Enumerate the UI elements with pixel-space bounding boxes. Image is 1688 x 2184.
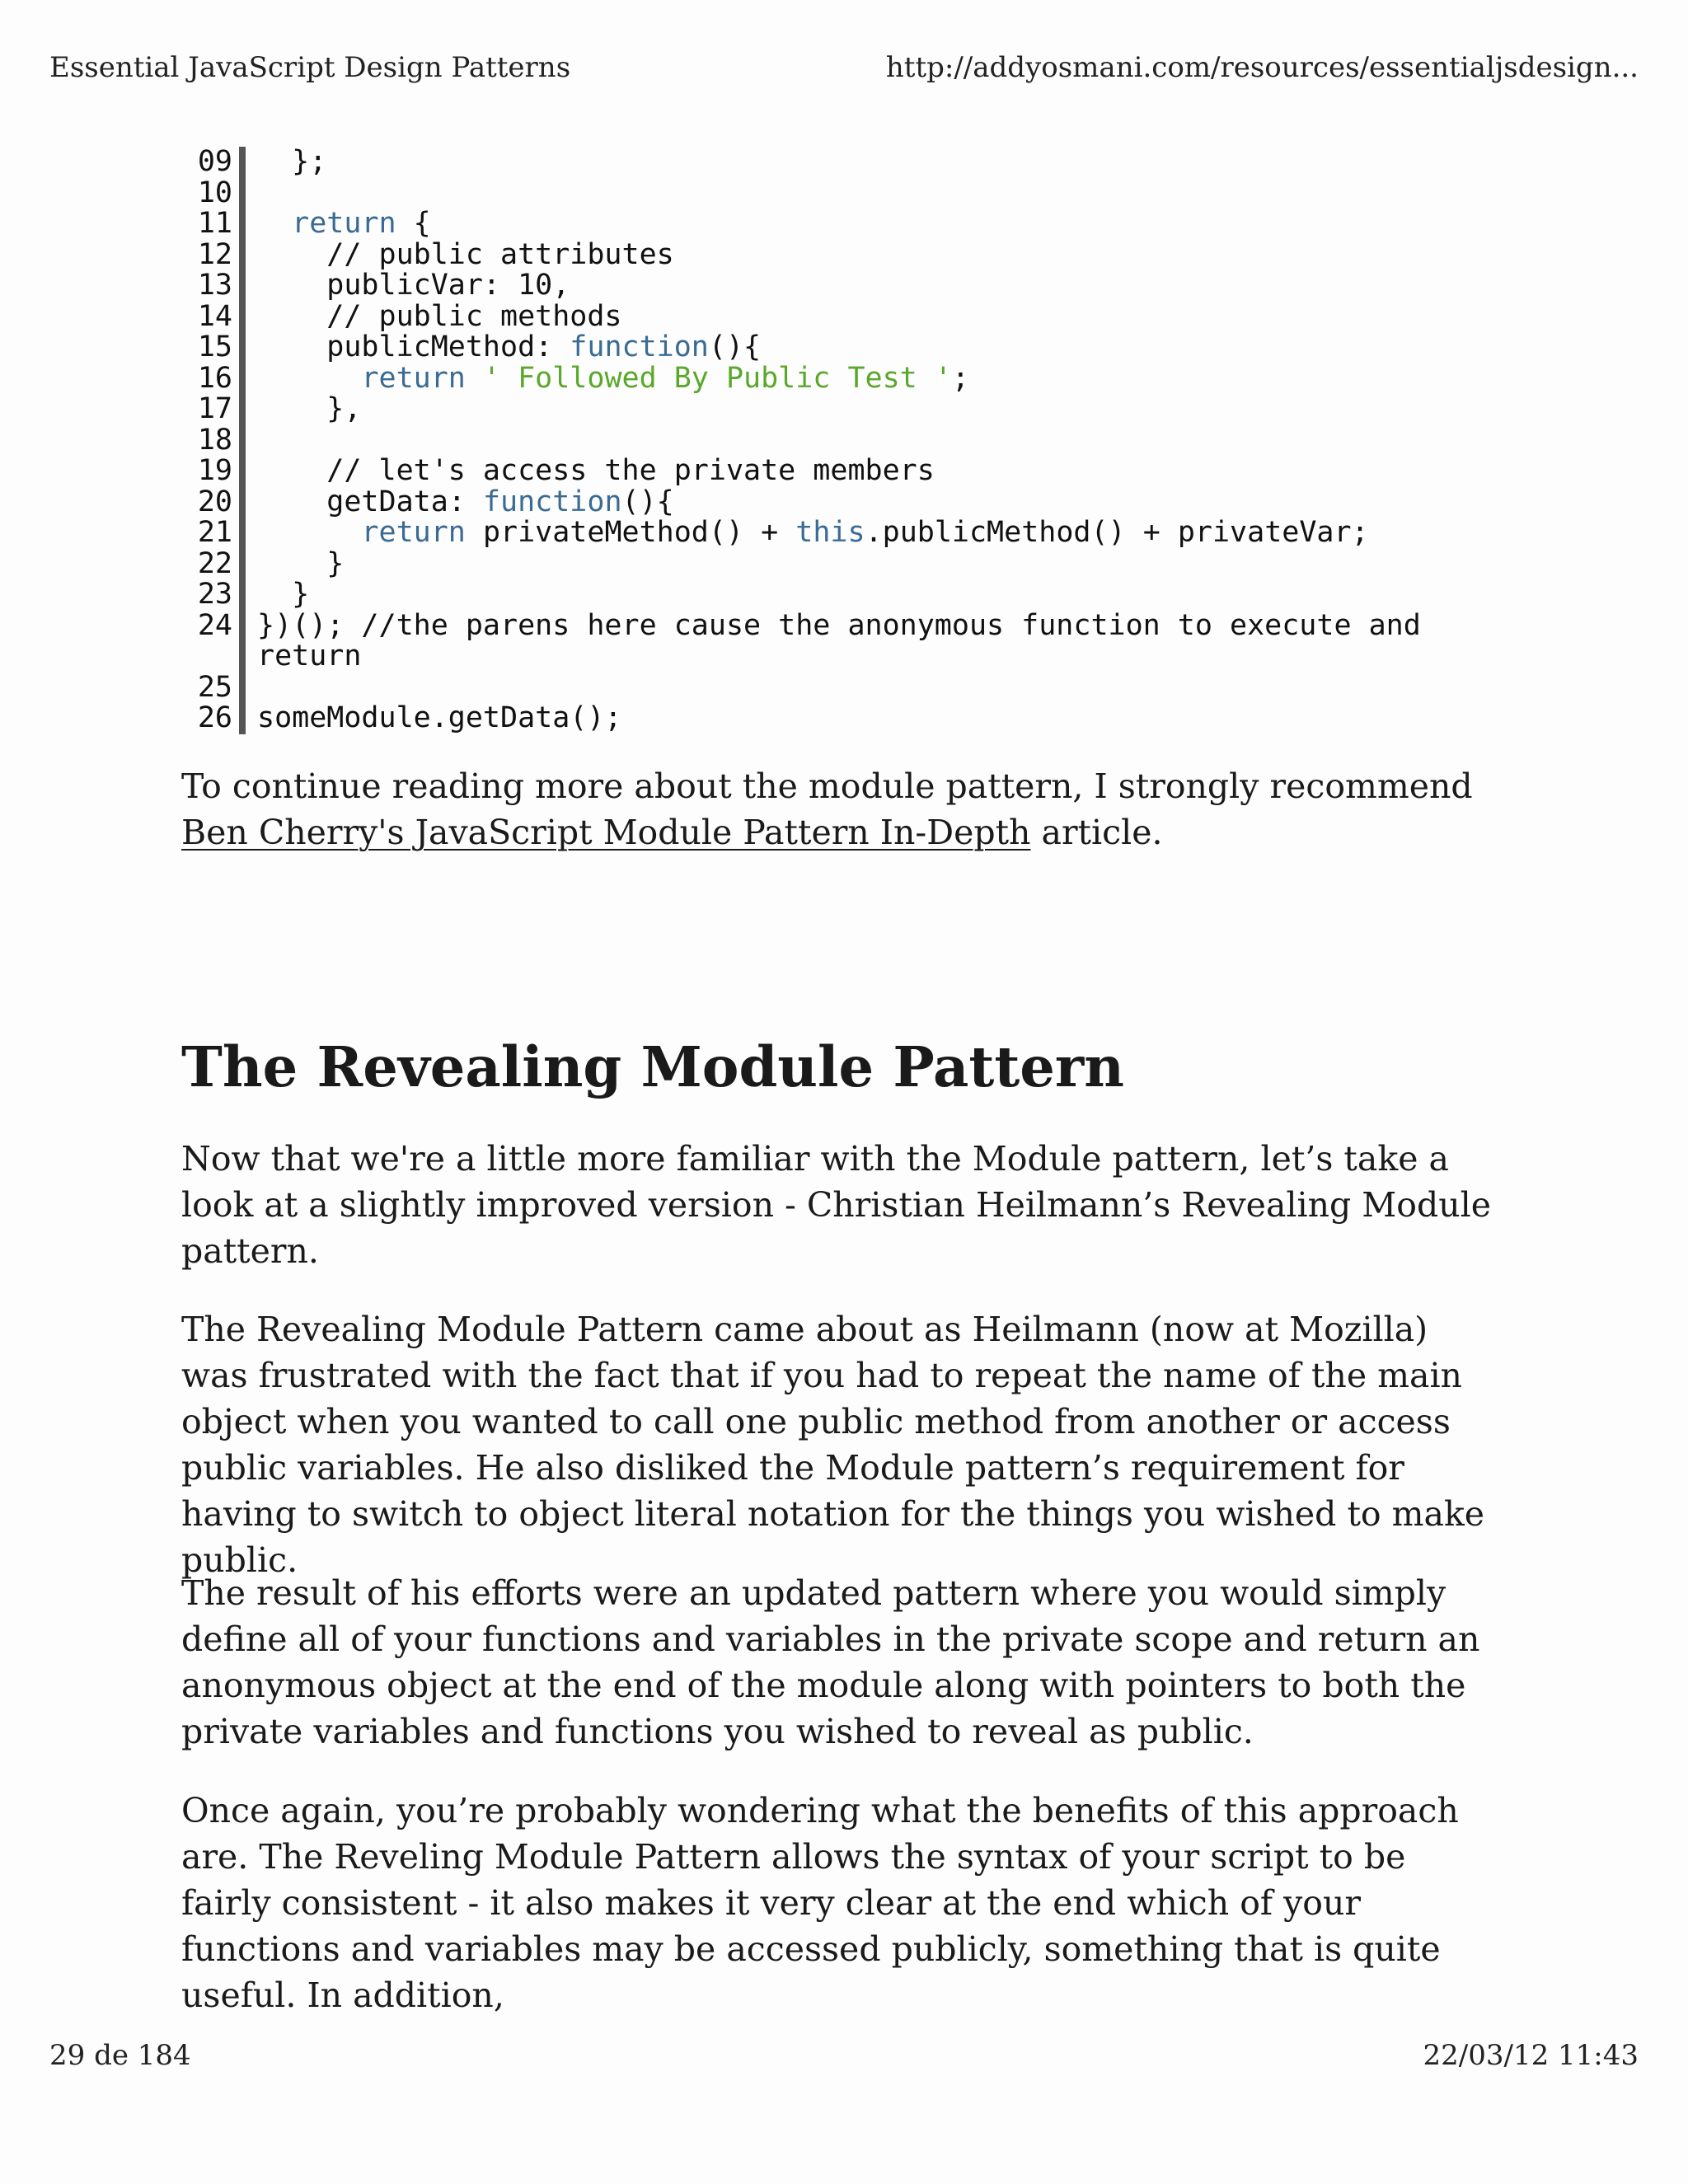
line-number	[181, 641, 239, 673]
gutter-bar	[239, 178, 246, 209]
code-text	[257, 299, 622, 333]
code-line	[181, 425, 1467, 457]
code-token: // let's access the private members	[257, 454, 935, 487]
gutter-bar	[239, 240, 246, 271]
section-paragraph-1	[181, 1136, 1500, 1274]
code-text	[257, 209, 431, 240]
code-token: getData:	[257, 485, 483, 518]
code-line	[181, 456, 1467, 487]
gutter-bar	[239, 302, 246, 333]
code-keyword: function	[482, 485, 622, 518]
paragraph: Now that we're a little more familiar with the Module pattern, let’s take a look at a slightly improved version - Christian Heilmann’s Revealing Module pattern.	[181, 1139, 1491, 1271]
code-line	[181, 270, 1467, 302]
code-text	[257, 394, 361, 425]
print-datetime: 22/03/12 11:43	[1423, 2039, 1639, 2072]
section-title-block	[181, 1034, 1500, 1100]
code-token: ;	[951, 361, 969, 395]
code-string: ' Followed By Public Test '	[465, 361, 952, 395]
code-keyword: this	[795, 516, 865, 549]
intro-paragraph-block	[181, 763, 1500, 855]
section-paragraph-4	[181, 1788, 1500, 2018]
code-line	[181, 579, 1467, 611]
intro-text: To continue reading more about the module pattern, I strongly recommend	[181, 766, 1473, 806]
line-number: 12	[197, 237, 232, 271]
code-line	[181, 332, 1467, 363]
gutter-bar	[239, 456, 246, 487]
code-token: // public attributes	[257, 237, 674, 271]
line-number: 22	[197, 546, 232, 580]
code-text	[257, 270, 570, 302]
gutter-bar	[239, 641, 246, 673]
line-number: 21	[197, 516, 232, 549]
code-token: {	[396, 207, 431, 240]
line-number: 20	[197, 485, 232, 518]
code-token: publicMethod:	[257, 330, 570, 363]
code-text	[257, 579, 309, 611]
code-token	[257, 207, 292, 240]
line-number: 18	[197, 423, 232, 457]
code-keyword: return	[292, 207, 396, 240]
code-token: }	[257, 578, 310, 611]
code-token: })(); //the parens here cause the anonymous function to execute and	[257, 608, 1421, 642]
code-token: },	[257, 392, 362, 425]
line-number: 17	[197, 392, 232, 425]
code-line	[181, 546, 1467, 580]
code-text	[257, 456, 935, 487]
gutter-bar	[239, 487, 246, 518]
code-line	[181, 237, 1467, 271]
code-block	[181, 147, 1467, 734]
code-text	[257, 608, 1421, 642]
gutter-bar	[239, 147, 246, 178]
line-number: 09	[197, 145, 232, 178]
code-token: (){	[621, 485, 674, 518]
code-text	[257, 487, 674, 518]
code-token: return	[257, 640, 362, 673]
gutter-bar	[239, 673, 246, 704]
line-number: 11	[197, 207, 232, 240]
gutter-bar	[239, 611, 246, 642]
code-line	[181, 518, 1467, 549]
print-footer	[49, 2039, 1639, 2075]
page-number: 29 de 184	[49, 2039, 191, 2072]
line-number: 24	[197, 608, 232, 642]
gutter-bar	[239, 363, 246, 395]
code-text	[257, 546, 345, 580]
gutter-bar	[239, 394, 246, 425]
code-token: }	[257, 546, 345, 580]
code-line	[181, 608, 1467, 642]
code-token: .publicMethod() + privateVar;	[865, 516, 1369, 549]
section-title: The Revealing Module Pattern	[181, 1034, 1124, 1099]
code-line	[181, 178, 1467, 209]
gutter-bar	[239, 549, 246, 580]
gutter-bar	[239, 579, 246, 611]
code-line	[181, 147, 1467, 178]
code-keyword: function	[570, 330, 709, 363]
code-token: publicVar: 10,	[257, 269, 570, 302]
section-paragraph-3	[181, 1570, 1500, 1755]
paragraph: The Revealing Module Pattern came about as Heilmann (now at Mozilla) was frustrated with the fact that if you had to repeat the name of the main object when you wanted to call one public method from another or access public variables. He also disliked the Module pattern’s requirement for having to switch to object literal notation for the things you wished to make public.	[181, 1310, 1485, 1580]
gutter-bar	[239, 209, 246, 240]
code-text	[257, 147, 326, 178]
code-token: };	[257, 145, 327, 178]
gutter-bar	[239, 518, 246, 549]
line-number: 10	[197, 176, 232, 209]
intro-text-after: article.	[1030, 813, 1163, 852]
code-text	[257, 237, 674, 271]
code-text	[257, 703, 622, 734]
code-line	[181, 641, 1467, 673]
code-token	[257, 516, 361, 549]
code-line	[181, 363, 1467, 395]
code-text	[257, 518, 1369, 549]
code-token: privateMethod() +	[465, 516, 796, 549]
code-token: (){	[708, 330, 762, 363]
code-text	[257, 332, 761, 363]
code-line	[181, 299, 1467, 333]
code-token	[257, 362, 361, 395]
gutter-bar	[239, 270, 246, 302]
section-paragraph-2	[181, 1306, 1500, 1583]
gutter-bar	[239, 425, 246, 457]
gutter-bar	[239, 703, 246, 734]
code-line	[181, 487, 1467, 518]
line-number: 15	[197, 330, 232, 363]
line-number: 23	[197, 578, 232, 611]
code-line	[181, 394, 1467, 425]
ben-cherry-article-link[interactable]: Ben Cherry's JavaScript Module Pattern In-Depth	[181, 813, 1031, 852]
code-keyword: return	[361, 516, 466, 549]
code-token: someModule.getData();	[257, 701, 622, 734]
line-number: 26	[197, 701, 232, 734]
intro-paragraph	[181, 763, 1500, 855]
line-number: 19	[197, 454, 232, 487]
code-token: // public methods	[257, 299, 622, 333]
code-line	[181, 703, 1467, 734]
print-header	[49, 51, 1639, 87]
page-url: http://addyosmani.com/resources/essentialjsdesign...	[885, 51, 1639, 84]
line-number: 13	[197, 269, 232, 302]
line-number: 25	[197, 670, 232, 704]
paragraph: Once again, you’re probably wondering what the benefits of this approach are. The Reveling Module Pattern allows the syntax of your script to be fairly consistent - it also makes it very clear at the end which of your functions and variables may be accessed publicly, something that is quite useful. In addition,	[181, 1791, 1459, 2015]
line-number: 14	[197, 299, 232, 333]
code-text	[257, 363, 969, 395]
document-title: Essential JavaScript Design Patterns	[49, 51, 571, 84]
code-keyword: return	[361, 361, 466, 395]
code-text	[257, 641, 361, 673]
paragraph: The result of his efforts were an updated pattern where you would simply define all of your functions and variables in the private scope and return an anonymous object at the end of the module along with pointers to both the private variables and functions you wished to reveal as public.	[181, 1573, 1480, 1751]
gutter-bar	[239, 332, 246, 363]
code-line	[181, 670, 1467, 704]
code-line	[181, 209, 1467, 240]
line-number: 16	[197, 361, 232, 395]
